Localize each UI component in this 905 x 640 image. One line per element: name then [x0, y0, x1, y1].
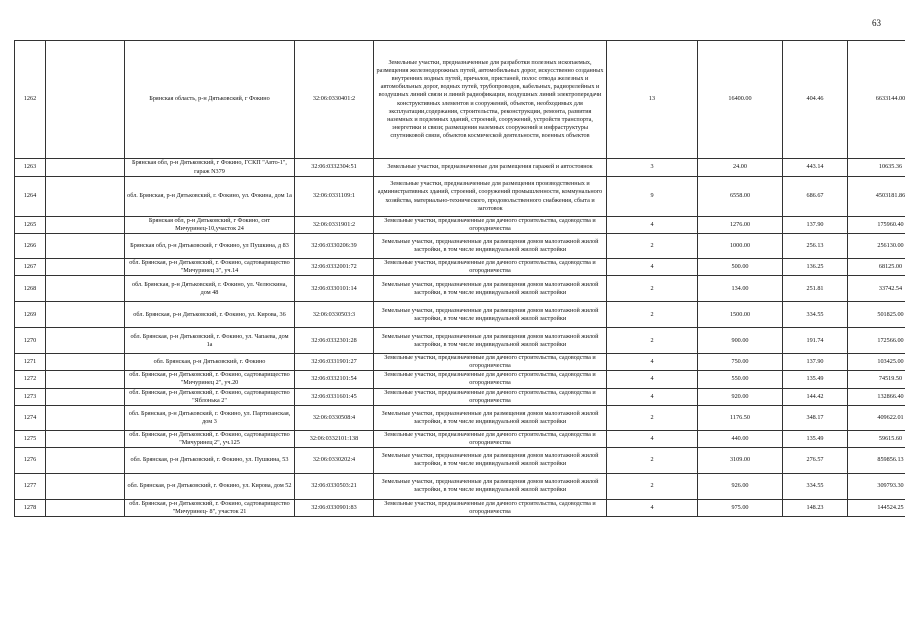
row-number: 1277 [15, 473, 46, 499]
land-use-cell: Земельные участки, предназначенные для размещения домов малоэтажной жилой застройки, в том числе индивидуальной жилой застройки [374, 302, 607, 328]
specific-value-cell: 144.42 [783, 388, 848, 405]
land-use-cell: Земельные участки, предназначенные для размещения домов малоэтажной жилой застройки, в том числе индивидуальной жилой застройки [374, 405, 607, 430]
land-use-cell: Земельные участки, предназначенные для дачного строительства, садоводства и огородничества [374, 499, 607, 516]
area-cell: 750.00 [698, 354, 783, 371]
cadastral-number-cell: 32:06:0332301:28 [295, 328, 374, 354]
land-use-cell: Земельные участки, предназначенные для дачного строительства, садоводства и огородничества [374, 388, 607, 405]
cadastral-registry-table [14, 40, 905, 517]
specific-value-cell: 334.55 [783, 473, 848, 499]
land-use-cell: Земельные участки, предназначенные для разработки полезных ископаемых, размещения железнодорожных путей, автомобильных дорог, искусственно созданных внутренних водных путей, причалов, пристаней, полос отвода железных и автомобильных дорог, водных путей, трубопроводов, кабельных, радиорелейных и воздушных линий связи и линий радиофикации, воздушных линий электропередачи конструктивных элементов и сооружений, объектов, необходимых для эксплуатации,содержания, строительства, реконструкции, ремонта, развития наземных и подземных зданий, строений, сооружений, устройств транспорта, энергетики и связи; размещения наземных сооружений и инфраструктуры спутниковой связи, объектов космической деятельности, военных объектов [374, 41, 607, 159]
table-body [15, 41, 905, 517]
area-cell: 24.00 [698, 159, 783, 177]
table-row [15, 159, 905, 177]
row-number: 1273 [15, 388, 46, 405]
area-cell: 550.00 [698, 371, 783, 388]
cadastral-value-cell: 172566.00 [848, 328, 905, 354]
address-cell: обл. Брянская, р-н Дятьковский, г. Фокино, ул. Фокина, дом 1а [125, 177, 295, 217]
land-use-cell: Земельные участки, предназначенные для размещения домов малоэтажной жилой застройки, в том числе индивидуальной жилой застройки [374, 447, 607, 473]
cadastral-number-cell: 32:06:0331901:27 [295, 354, 374, 371]
table-row [15, 259, 905, 276]
blank-cell [46, 259, 125, 276]
address-cell: Брянская область, р-н Дятьковский, г Фокино [125, 41, 295, 159]
address-cell: обл. Брянская, р-н Дятьковский, г. Фокино, ул. Челюскина, дом 48 [125, 276, 295, 302]
table-row [15, 371, 905, 388]
use-group-cell: 3 [607, 159, 698, 177]
cadastral-number-cell: 32:06:0332001:72 [295, 259, 374, 276]
address-cell: обл. Брянская, р-н Дятьковский, г. Фокино, ул. Чапаева, дом 1а [125, 328, 295, 354]
row-number: 1269 [15, 302, 46, 328]
row-number: 1271 [15, 354, 46, 371]
specific-value-cell: 135.49 [783, 371, 848, 388]
specific-value-cell: 137.90 [783, 217, 848, 234]
specific-value-cell: 276.57 [783, 447, 848, 473]
land-use-cell: Земельные участки, предназначенные для дачного строительства, садоводства и огородничества [374, 259, 607, 276]
address-cell: обл. Брянская, р-н Дятьковский, г. Фокино, садтоварищество "Мичуринец- 8", участок 21 [125, 499, 295, 516]
area-cell: 926.00 [698, 473, 783, 499]
blank-cell [46, 328, 125, 354]
address-cell: обл. Брянская, р-н Дятьковский, г. Фокино, ул. Партизанская, дом 3 [125, 405, 295, 430]
use-group-cell: 2 [607, 234, 698, 259]
land-use-cell: Земельные участки, предназначенные для размещения гаражей и автостоянок [374, 159, 607, 177]
address-cell: обл. Брянская, р-н Дятьковский, г. Фокино, садтоварищество "Мичуринец 2", уч.20 [125, 371, 295, 388]
address-cell: обл. Брянская, р-н Дятьковский, г. Фокино [125, 354, 295, 371]
area-cell: 3109.00 [698, 447, 783, 473]
cadastral-value-cell: 309793.30 [848, 473, 905, 499]
specific-value-cell: 256.13 [783, 234, 848, 259]
area-cell: 440.00 [698, 430, 783, 447]
address-cell: обл. Брянская, р-н Дятьковский, г. Фокино, садтоварищество "Мичуринец 3", уч.14 [125, 259, 295, 276]
address-cell: обл. Брянская, р-н Дятьковский, г. Фокино, ул. Пушкина, 53 [125, 447, 295, 473]
land-use-cell: Земельные участки, предназначенные для дачного строительства, садоводства и огородничества [374, 430, 607, 447]
cadastral-number-cell: 32:06:0332304:51 [295, 159, 374, 177]
table-row [15, 447, 905, 473]
row-number: 1276 [15, 447, 46, 473]
table-row [15, 499, 905, 516]
cadastral-number-cell: 32:06:0330503:21 [295, 473, 374, 499]
address-cell: Брянская обл, р-н Дятьковский, г Фокино, ГСКП "Авто-1", гараж N379 [125, 159, 295, 177]
cadastral-value-cell: 132866.40 [848, 388, 905, 405]
use-group-cell: 2 [607, 405, 698, 430]
blank-cell [46, 41, 125, 159]
table-row [15, 302, 905, 328]
use-group-cell: 2 [607, 328, 698, 354]
use-group-cell: 2 [607, 302, 698, 328]
table-row [15, 473, 905, 499]
row-number: 1265 [15, 217, 46, 234]
page-number: 63 [872, 18, 881, 28]
row-number: 1263 [15, 159, 46, 177]
row-number: 1272 [15, 371, 46, 388]
cadastral-value-cell: 10635.36 [848, 159, 905, 177]
land-use-cell: Земельные участки, предназначенные для дачного строительства, садоводства и огородничества [374, 371, 607, 388]
area-cell: 16400.00 [698, 41, 783, 159]
cadastral-number-cell: 32:06:0330401:2 [295, 41, 374, 159]
use-group-cell: 4 [607, 259, 698, 276]
use-group-cell: 4 [607, 371, 698, 388]
specific-value-cell: 334.55 [783, 302, 848, 328]
land-use-cell: Земельные участки, предназначенные для размещения домов малоэтажной жилой застройки, в том числе индивидуальной жилой застройки [374, 328, 607, 354]
row-number: 1267 [15, 259, 46, 276]
area-cell: 134.00 [698, 276, 783, 302]
cadastral-value-cell: 74519.50 [848, 371, 905, 388]
blank-cell [46, 302, 125, 328]
cadastral-value-cell: 4503181.86 [848, 177, 905, 217]
cadastral-value-cell: 33742.54 [848, 276, 905, 302]
specific-value-cell: 137.90 [783, 354, 848, 371]
area-cell: 1500.00 [698, 302, 783, 328]
blank-cell [46, 473, 125, 499]
cadastral-value-cell: 501825.00 [848, 302, 905, 328]
specific-value-cell: 191.74 [783, 328, 848, 354]
cadastral-value-cell: 859856.13 [848, 447, 905, 473]
specific-value-cell: 348.17 [783, 405, 848, 430]
address-cell: обл. Брянская, р-н Дятьковский, г. Фокино, садтоварищество "Яблонька 2" [125, 388, 295, 405]
area-cell: 6558.00 [698, 177, 783, 217]
row-number: 1275 [15, 430, 46, 447]
land-use-cell: Земельные участки, предназначенные для размещения домов малоэтажной жилой застройки, в том числе индивидуальной жилой застройки [374, 473, 607, 499]
use-group-cell: 4 [607, 388, 698, 405]
land-use-cell: Земельные участки, предназначенные для размещения домов малоэтажной жилой застройки, в том числе индивидуальной жилой застройки [374, 234, 607, 259]
cadastral-number-cell: 32:06:0332101:54 [295, 371, 374, 388]
land-use-cell: Земельные участки, предназначенные для дачного строительства, садоводства и огородничества [374, 354, 607, 371]
table-row [15, 41, 905, 159]
blank-cell [46, 217, 125, 234]
blank-cell [46, 430, 125, 447]
blank-cell [46, 177, 125, 217]
table-row [15, 234, 905, 259]
cadastral-number-cell: 32:06:0330901:83 [295, 499, 374, 516]
cadastral-number-cell: 32:06:0331601:45 [295, 388, 374, 405]
use-group-cell: 4 [607, 430, 698, 447]
use-group-cell: 4 [607, 217, 698, 234]
use-group-cell: 9 [607, 177, 698, 217]
specific-value-cell: 251.81 [783, 276, 848, 302]
use-group-cell: 4 [607, 354, 698, 371]
row-number: 1266 [15, 234, 46, 259]
specific-value-cell: 136.25 [783, 259, 848, 276]
area-cell: 1176.50 [698, 405, 783, 430]
row-number: 1278 [15, 499, 46, 516]
blank-cell [46, 371, 125, 388]
cadastral-value-cell: 256130.00 [848, 234, 905, 259]
address-cell: Брянская обл, р-н Дятьковский, г Фокино, ул Пушкина, д 83 [125, 234, 295, 259]
cadastral-value-cell: 144524.25 [848, 499, 905, 516]
specific-value-cell: 686.67 [783, 177, 848, 217]
land-use-cell: Земельные участки, предназначенные для дачного строительства, садоводства и огородничества [374, 217, 607, 234]
blank-cell [46, 234, 125, 259]
cadastral-value-cell: 175960.40 [848, 217, 905, 234]
area-cell: 975.00 [698, 499, 783, 516]
cadastral-value-cell: 103425.00 [848, 354, 905, 371]
table-row [15, 388, 905, 405]
table-row [15, 177, 905, 217]
address-cell: обл. Брянская, р-н Дятьковский, г. Фокино, ул. Кирова, дом 52 [125, 473, 295, 499]
address-cell: обл. Брянская, р-н Дятьковский, г. Фокино, садтоварищество "Мичуринец 2", уч.125 [125, 430, 295, 447]
blank-cell [46, 354, 125, 371]
cadastral-number-cell: 32:06:0330508:4 [295, 405, 374, 430]
blank-cell [46, 405, 125, 430]
area-cell: 500.00 [698, 259, 783, 276]
specific-value-cell: 443.14 [783, 159, 848, 177]
cadastral-value-cell: 409622.01 [848, 405, 905, 430]
blank-cell [46, 388, 125, 405]
address-cell: Брянская обл, р-н Дятьковский, г Фокино, снт Мичуринец-10,участок 24 [125, 217, 295, 234]
use-group-cell: 2 [607, 473, 698, 499]
row-number: 1264 [15, 177, 46, 217]
table-row [15, 217, 905, 234]
table-row [15, 328, 905, 354]
land-use-cell: Земельные участки, предназначенные для размещения производственных и административных зданий, строений, сооружений промышленности, коммунального хозяйства, материально-технического, продовольственного снабжения, сбыта и заготовок [374, 177, 607, 217]
cadastral-number-cell: 32:06:0330206:39 [295, 234, 374, 259]
table-row [15, 430, 905, 447]
area-cell: 1000.00 [698, 234, 783, 259]
blank-cell [46, 499, 125, 516]
blank-cell [46, 159, 125, 177]
cadastral-number-cell: 32:06:0330202:4 [295, 447, 374, 473]
area-cell: 900.00 [698, 328, 783, 354]
cadastral-number-cell: 32:06:0331901:2 [295, 217, 374, 234]
row-number: 1262 [15, 41, 46, 159]
address-cell: обл. Брянская, р-н Дятьковский, г. Фокино, ул. Кирова, 36 [125, 302, 295, 328]
table-row [15, 405, 905, 430]
cadastral-number-cell: 32:06:0330101:14 [295, 276, 374, 302]
blank-cell [46, 276, 125, 302]
land-use-cell: Земельные участки, предназначенные для размещения домов малоэтажной жилой застройки, в том числе индивидуальной жилой застройки [374, 276, 607, 302]
table-row [15, 354, 905, 371]
row-number: 1274 [15, 405, 46, 430]
specific-value-cell: 135.49 [783, 430, 848, 447]
row-number: 1270 [15, 328, 46, 354]
cadastral-number-cell: 32:06:0331109:1 [295, 177, 374, 217]
cadastral-number-cell: 32:06:0332101:138 [295, 430, 374, 447]
specific-value-cell: 404.46 [783, 41, 848, 159]
table-row [15, 276, 905, 302]
use-group-cell: 2 [607, 276, 698, 302]
use-group-cell: 2 [607, 447, 698, 473]
cadastral-value-cell: 68125.00 [848, 259, 905, 276]
use-group-cell: 13 [607, 41, 698, 159]
use-group-cell: 4 [607, 499, 698, 516]
area-cell: 1276.00 [698, 217, 783, 234]
cadastral-number-cell: 32:06:0330503:3 [295, 302, 374, 328]
area-cell: 920.00 [698, 388, 783, 405]
row-number: 1268 [15, 276, 46, 302]
cadastral-value-cell: 59615.60 [848, 430, 905, 447]
cadastral-value-cell: 6633144.00 [848, 41, 905, 159]
specific-value-cell: 148.23 [783, 499, 848, 516]
blank-cell [46, 447, 125, 473]
